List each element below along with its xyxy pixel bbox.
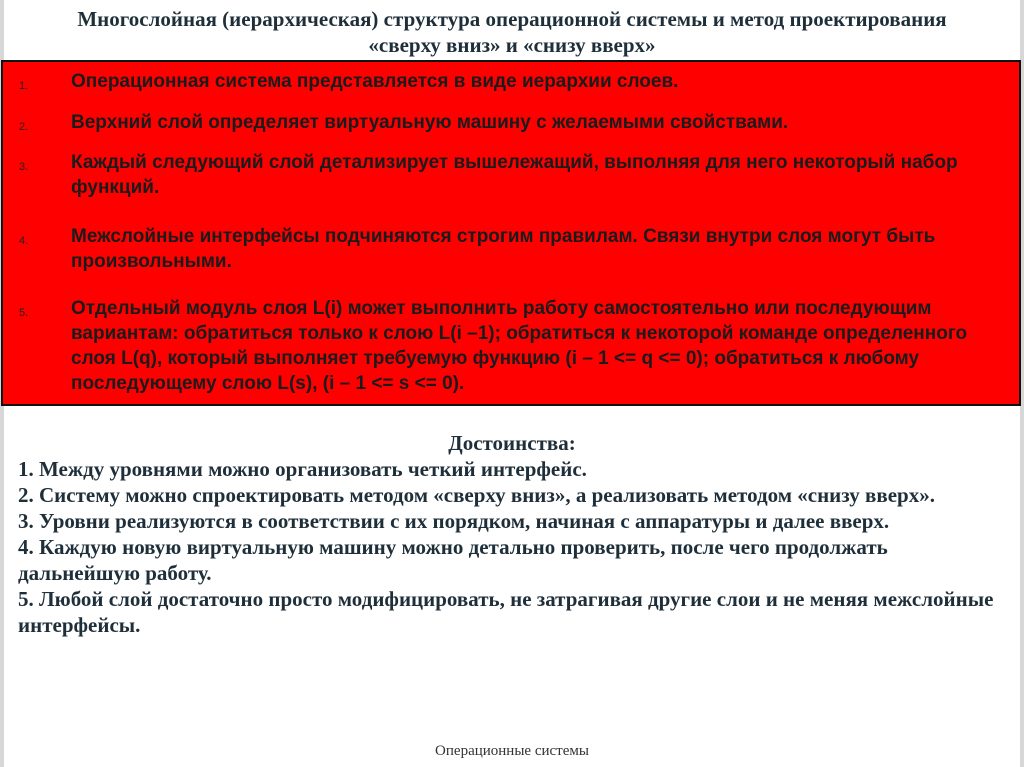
list-item-number: 2. bbox=[19, 121, 29, 133]
advantage-item: 4. Каждую новую виртуальную машину можно детально проверить, после чего продолжать дальнейшую работу. bbox=[18, 535, 888, 585]
layers-list-item bbox=[19, 296, 1009, 396]
list-item-number: 3. bbox=[19, 161, 29, 173]
advantage-item: 5. Любой слой достаточно просто модифицировать, не затрагивая другие слои и не меняя межслойные интерфейсы. bbox=[18, 587, 994, 637]
advantage-item: 3. Уровни реализуются в соответствии с их порядком, начиная с аппаратуры и далее вверх. bbox=[18, 509, 890, 533]
layers-list-item bbox=[19, 110, 1009, 135]
list-item-text: Операционная система представляется в виде иерархии слоев. bbox=[71, 71, 679, 92]
layers-description-box bbox=[1, 60, 1021, 406]
list-item-text: Межслойные интерфейсы подчиняются строгим правилам. Связи внутри слоя могут быть произвольными. bbox=[71, 226, 936, 272]
advantage-item: 2. Систему можно спроектировать методом «сверху вниз», а реализовать методом «снизу вверх». bbox=[18, 483, 935, 507]
list-item-text: Каждый следующий слой детализирует вышележащий, выполняя для него некоторый набор функций. bbox=[71, 152, 958, 198]
footer-course-title: Операционные системы bbox=[435, 743, 589, 759]
list-item-number: 5. bbox=[19, 307, 29, 319]
list-item-text: Отдельный модуль слоя L(i) может выполнить работу самостоятельно или последующим вариантам: обратиться только к слою L(i –1); обратиться к некоторой команде определенного слоя L(q), который выполняет требуемую функцию (i – 1 <= q <= 0); обратиться к любому последующему слою L(s), (i – 1 <= s <= 0). bbox=[71, 298, 968, 394]
advantages-heading: Достоинства: bbox=[448, 431, 576, 455]
slide-title: Многослойная (иерархическая) структура операционной системы и метод проектирования «сверху вниз» и «снизу вверх» bbox=[77, 7, 947, 57]
layers-list-item bbox=[19, 224, 1009, 274]
list-item-number: 4. bbox=[19, 235, 29, 247]
list-item-text: Верхний слой определяет виртуальную машину с желаемыми свойствами. bbox=[71, 112, 789, 133]
layers-list-item bbox=[19, 150, 1009, 200]
advantage-item: 1. Между уровнями можно организовать четкий интерфейс. bbox=[18, 457, 587, 481]
advantages-list bbox=[18, 456, 1008, 638]
layers-list-item bbox=[19, 69, 1009, 94]
list-item-number: 1. bbox=[19, 80, 29, 92]
